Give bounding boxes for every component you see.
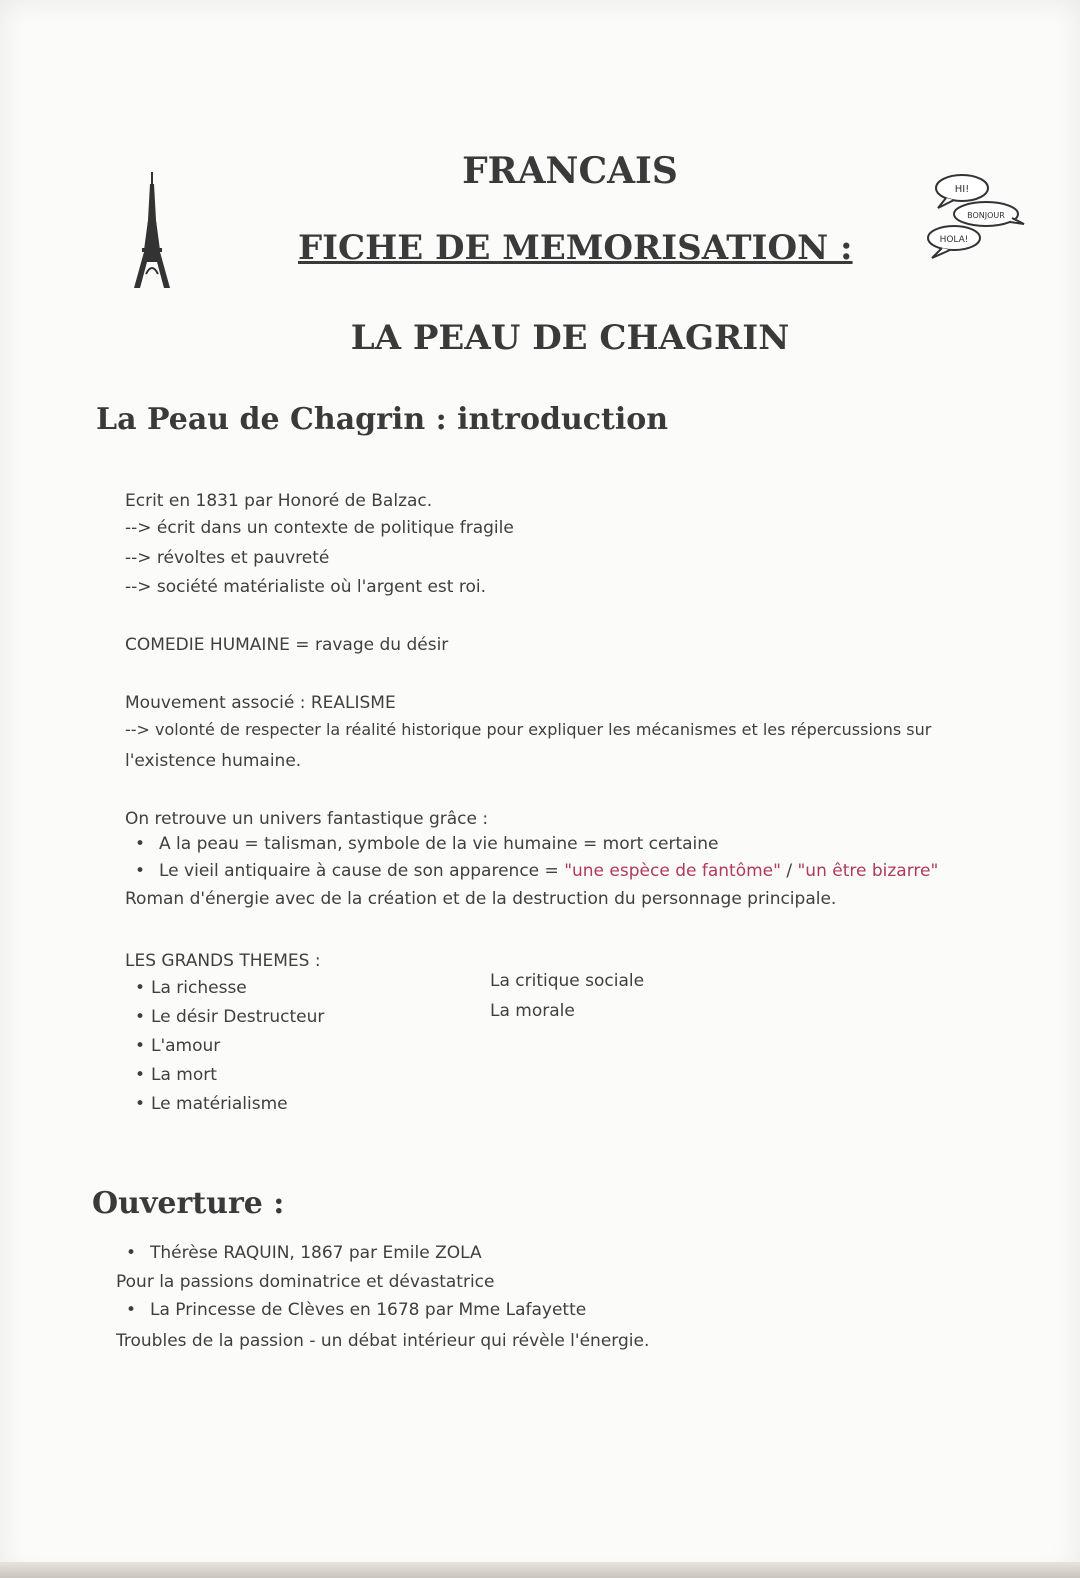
bullet-icon: • — [135, 1065, 146, 1085]
quote-bizarre: "un être bizarre" — [797, 861, 939, 881]
movement-desc-1: --> volonté de respecter la réalité historique pour expliquer les mécanismes et les répercussions sur — [125, 720, 932, 739]
theme-critique-sociale: La critique sociale — [490, 971, 645, 991]
bullet-icon: • — [135, 1007, 146, 1027]
ouverture-item-2: • La Princesse de Clèves en 1678 par Mme Lafayette — [116, 1299, 586, 1321]
themes-title: LES GRANDS THEMES : — [125, 951, 321, 971]
context-line-1: Ecrit en 1831 par Honoré de Balzac. — [125, 491, 433, 511]
paper-bottom-edge — [0, 1562, 1080, 1578]
bullet-icon: • — [135, 978, 146, 998]
sheet-title: FICHE DE MEMORISATION : — [298, 228, 853, 268]
movement-desc-2: l'existence humaine. — [125, 751, 302, 771]
book-title: LA PEAU DE CHAGRIN — [350, 318, 790, 358]
subject-title: FRANCAIS — [462, 150, 678, 192]
fantastic-intro: On retrouve un univers fantastique grâce : — [125, 809, 489, 829]
ouverture-heading: Ouverture : — [92, 1186, 285, 1221]
context-line-3: --> révoltes et pauvreté — [125, 548, 330, 568]
context-line-4: --> société matérialiste où l'argent est roi. — [125, 577, 487, 597]
bullet-icon: • — [126, 1300, 137, 1320]
fantastic-item-2: • Le vieil antiquaire à cause de son apparence = "une espèce de fantôme" / "un être bizarre" — [125, 860, 938, 882]
bubble-bonjour: BONJOUR — [967, 211, 1005, 220]
ouverture-note-1: Pour la passions dominatrice et dévastatrice — [116, 1272, 495, 1292]
context-line-2: --> écrit dans un contexte de politique fragile — [125, 518, 514, 538]
quote-fantome: "une espèce de fantôme" — [564, 861, 781, 881]
list-item: • L'amour — [125, 1032, 324, 1061]
list-item: • La mort — [125, 1061, 324, 1090]
bubble-hola: HOLA! — [939, 235, 969, 245]
comedie-humaine: COMEDIE HUMAINE = ravage du désir — [125, 635, 449, 655]
bullet-icon: • — [135, 834, 146, 854]
bullet-icon: • — [135, 861, 146, 881]
list-item: • La richesse — [125, 974, 324, 1003]
roman-energie: Roman d'énergie avec de la création et de la destruction du personnage principale. — [125, 889, 837, 909]
ouverture-note-2: Troubles de la passion - un débat intérieur qui révèle l'énergie. — [116, 1331, 650, 1351]
intro-heading: La Peau de Chagrin : introduction — [96, 402, 669, 437]
list-item: • Le désir Destructeur — [125, 1003, 324, 1032]
ouverture-item-1: • Thérèse RAQUIN, 1867 par Emile ZOLA — [116, 1242, 482, 1264]
bullet-icon: • — [135, 1094, 146, 1114]
list-item: • Le matérialisme — [125, 1090, 324, 1119]
themes-left-list — [125, 974, 324, 1119]
theme-morale: La morale — [490, 1001, 575, 1021]
fantastic-item-1: • A la peau = talisman, symbole de la vie humaine = mort certaine — [125, 833, 719, 855]
bullet-icon: • — [126, 1243, 137, 1263]
bullet-icon: • — [135, 1036, 146, 1056]
movement-label: Mouvement associé : REALISME — [125, 693, 396, 713]
bubble-hi: HI! — [954, 184, 970, 195]
